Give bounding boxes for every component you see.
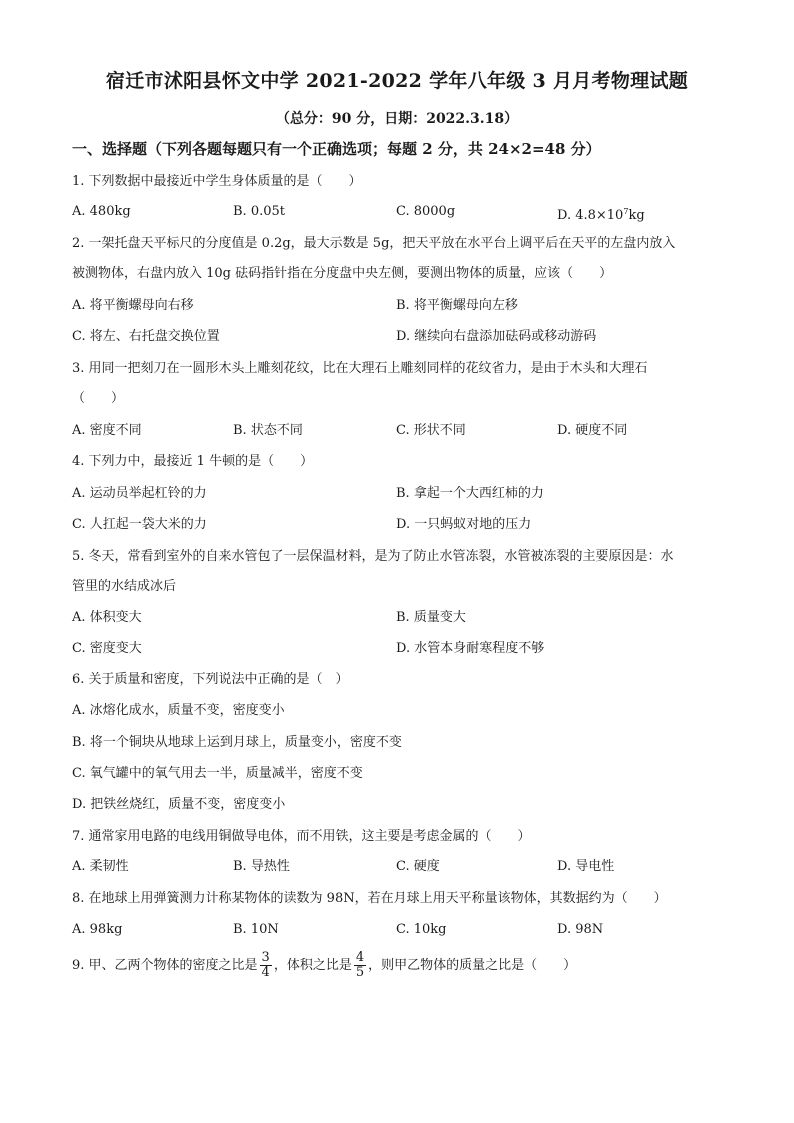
question-5-option-d: D. 水管本身耐寒程度不够 [396,641,545,656]
question-8-option-d: D. 98N [557,922,604,937]
question-2-option-d: D. 继续向右盘添加砝码或移动游码 [396,329,597,344]
question-6-option-d: D. 把铁丝烧红，质量不变，密度变小 [72,797,286,812]
question-1-option-b: B. 0.05t [233,204,285,219]
question-4-option-a: A. 运动员举起杠铃的力 [72,486,207,501]
density-ratio-denominator: 4 [261,965,270,980]
volume-ratio-numerator: 4 [355,950,365,965]
question-4-option-b: B. 拿起一个大西红柿的力 [396,486,544,501]
density-ratio-numerator: 3 [261,950,270,965]
question-7-option-a: A. 柔韧性 [72,859,129,874]
question-4-stem: 4. 下列力中，最接近 1 牛顿的是（ ） [72,454,314,469]
question-7-option-d: D. 导电性 [557,859,615,874]
question-1-option-a: A. 480kg [72,204,131,219]
question-8-option-a: A. 98kg [72,922,123,937]
question-9-stem [72,948,576,984]
question-3-option-d: D. 硬度不同 [557,423,628,438]
question-3-stem-line-2: （ ） [72,391,125,406]
question-2-option-a: A. 将平衡螺母向右移 [72,298,194,313]
question-3-option-a: A. 密度不同 [72,423,142,438]
volume-ratio-denominator: 5 [355,965,365,980]
question-8-option-b: B. 10N [233,922,279,937]
question-4-option-d: D. 一只蚂蚁对地的压力 [396,517,532,532]
question-5-stem-line-2: 管里的水结成冰后 [72,579,177,594]
question-3-stem-line-1: 3. 用同一把刻刀在一圆形木头上雕刻花纹，比在大理石上雕刻同样的花纹省力，是由于木头和大理石 [72,361,648,376]
question-7-option-b: B. 导热性 [233,859,290,874]
question-1-option-d-exponent: 7 [623,207,629,216]
exam-title: 宿迁市沭阳县怀文中学 2021-2022 学年八年级 3 月月考物理试题 [105,70,689,92]
question-5-option-a: A. 体积变大 [72,610,142,625]
question-7-option-c: C. 硬度 [396,859,440,874]
question-9-stem-middle: ，体积之比是 [273,958,352,973]
volume-ratio-fraction [354,951,366,980]
question-8-stem: 8. 在地球上用弹簧测力计称某物体的读数为 98N，若在月球上用天平称量该物体，其数据约为（ ） [72,891,667,906]
question-8-option-c: C. 10kg [396,922,447,937]
section-heading: 一、选择题（下列各题每题只有一个正确选项；每题 2 分，共 24×2=48 分） [72,140,601,158]
question-5-option-b: B. 质量变大 [396,610,466,625]
question-1-stem: 1. 下列数据中最接近中学生身体质量的是（ ） [72,174,362,189]
question-3-option-b: B. 状态不同 [233,423,303,438]
question-1-option-d-base: D. 4.8×10 [557,208,624,223]
question-9-stem-end: ，则甲乙物体的质量之比是（ ） [368,958,577,973]
density-ratio-fraction [260,951,272,980]
question-1-option-c: C. 8000g [396,204,456,219]
question-6-option-c: C. 氧气罐中的氧气用去一半，质量减半，密度不变 [72,766,363,781]
question-4-option-c: C. 人扛起一袋大米的力 [72,517,207,532]
question-2-stem-line-1: 2. 一架托盘天平标尺的分度值是 0.2g，最大示数是 5g，把天平放在水平台上调平后在天平的左盘内放入 [72,236,676,251]
question-6-stem: 6. 关于质量和密度，下列说法中正确的是（ ） [72,672,349,687]
question-9-stem-start: 9. 甲、乙两个物体的密度之比是 [72,958,258,973]
question-1-option-d-unit: kg [628,208,645,223]
question-5-stem-line-1: 5. 冬天，常看到室外的自来水管包了一层保温材料，是为了防止水管冻裂，水管被冻裂的主要原因是：水 [72,549,674,564]
question-2-option-b: B. 将平衡螺母向左移 [396,298,518,313]
question-1-option-d [557,203,645,225]
question-6-option-b: B. 将一个铜块从地球上运到月球上，质量变小，密度不变 [72,735,402,750]
question-2-stem-line-2: 被测物体，右盘内放入 10g 砝码指针指在分度盘中央左侧，要测出物体的质量，应该（ ） [72,266,613,281]
question-5-option-c: C. 密度变大 [72,641,142,656]
question-3-option-c: C. 形状不同 [396,423,466,438]
question-6-option-a: A. 冰熔化成水，质量不变，密度变小 [72,703,285,718]
question-2-option-c: C. 将左、右托盘交换位置 [72,329,220,344]
exam-subtitle: （总分：90 分，日期：2022.3.18） [275,111,519,127]
question-7-stem: 7. 通常家用电路的电线用铜做导电体，而不用铁，这主要是考虑金属的（ ） [72,829,531,844]
